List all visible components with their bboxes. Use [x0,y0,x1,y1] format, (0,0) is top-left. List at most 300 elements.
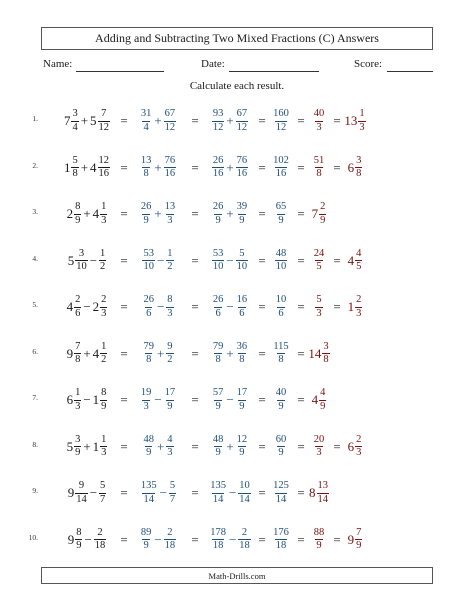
score-label: Score: [354,58,383,70]
mixed-number-answer [279,473,359,513]
numerator: 2 [75,294,81,305]
operator: + [226,345,234,361]
equals-sign: = [258,159,266,175]
fraction [74,295,81,319]
operator: − [89,485,98,500]
problem-row [0,334,474,374]
equals-sign: = [191,299,199,314]
numerator: 178 [210,526,226,538]
numerator: 17 [236,387,248,398]
numerator: 76 [164,154,176,166]
numerator: 40 [275,387,287,398]
denominator: 8 [75,354,81,365]
numerator: 26 [140,201,152,212]
denominator: 9 [101,400,107,412]
numerator: 48 [275,247,287,259]
fraction [140,388,153,412]
equals-sign: = [258,392,266,407]
problem-row [0,380,474,420]
numerator: 2 [101,294,107,305]
fraction [355,435,362,459]
operator: + [154,206,162,221]
denominator: 14 [143,493,154,505]
fraction [142,295,155,319]
numerator: 5 [169,480,176,491]
equals-sign: = [333,299,341,314]
operator: − [156,299,165,314]
whole-number: 13 [344,113,358,128]
whole-number: 2 [66,206,74,221]
operator: + [156,345,165,361]
equals-sign: = [191,206,199,221]
numerator: 39 [236,201,248,212]
equals-sign: = [120,485,128,500]
fraction [355,295,362,319]
equals-sign: = [258,252,266,268]
numerator: 10 [275,294,287,305]
equals-sign: = [191,531,199,547]
denominator: 14 [212,493,224,505]
operator: − [84,531,92,547]
denominator: 9 [239,447,245,458]
whole-number: 8 [309,485,316,500]
operator: − [228,485,237,500]
denominator: 18 [275,540,287,551]
operator: + [154,159,162,175]
denominator: 6 [239,307,245,319]
operator: + [226,438,234,454]
denominator: 9 [167,400,173,412]
denominator: 14 [239,493,250,505]
numerator: 9 [167,340,173,352]
fraction [319,202,326,226]
denominator: 16 [164,168,176,179]
numerator: 76 [236,154,248,166]
fraction [74,202,81,226]
denominator: 16 [236,168,248,179]
numerator: 8 [167,294,173,305]
denominator: 10 [212,261,224,272]
problem-row [0,101,474,141]
equals-sign: = [333,531,341,547]
equals-sign: = [333,438,341,454]
numerator: 53 [212,247,224,259]
denominator: 9 [320,214,326,226]
numerator: 3 [323,340,329,352]
numerator: 8 [101,387,107,398]
equals-sign: = [297,299,305,314]
mixed-number-answer [279,380,359,420]
denominator: 6 [278,307,284,319]
operator: − [226,252,234,268]
whole-number: 6 [347,159,355,175]
numerator: 13 [164,201,176,212]
operator: + [154,113,162,128]
operator: − [154,531,162,547]
numerator: 51 [313,154,325,166]
numerator: 48 [212,433,224,445]
denominator: 12 [212,121,224,133]
whole-number: 14 [308,345,322,361]
numerator: 53 [143,247,154,259]
denominator: 9 [316,540,322,551]
equals-sign: = [120,392,128,407]
denominator: 8 [316,168,322,179]
whole-number: 9 [67,485,75,500]
operator: − [159,485,167,500]
numerator: 2 [241,526,248,538]
numerator: 7 [101,108,107,119]
numerator: 8 [76,526,82,538]
denominator: 8 [215,354,221,365]
equals-sign: = [297,531,305,547]
problem-row [0,473,474,513]
denominator: 10 [275,261,287,272]
equals-sign: = [297,252,305,268]
fraction [355,528,362,552]
problem-row [0,194,474,234]
denominator: 9 [75,214,81,226]
mixed-number-answer [315,241,395,281]
whole-number: 4 [66,299,74,314]
mixed-number-answer [315,427,395,467]
mixed-number-answer [279,334,359,374]
numerator: 65 [275,201,287,212]
numerator: 5 [316,294,322,305]
header-fields [0,58,474,74]
equals-sign: = [191,438,199,454]
problem-number: 9. [32,486,38,495]
operator: + [80,113,89,128]
equals-sign: = [120,438,128,454]
operator: − [226,392,234,407]
denominator: 18 [212,540,224,551]
fraction [140,156,153,180]
name-label: Name: [43,58,73,70]
whole-number: 1 [92,438,100,454]
denominator: 14 [275,493,287,505]
numerator: 12 [236,433,248,445]
numerator: 135 [140,480,157,491]
numerator: 1 [101,340,107,352]
whole-number: 4 [92,206,100,221]
equals-sign: = [191,252,199,268]
problem-number: 8. [32,439,38,449]
whole-number: 7 [63,113,71,128]
numerator: 5 [72,154,78,166]
problem-number: 4. [32,253,38,263]
fraction [71,109,78,133]
numerator: 36 [236,340,248,352]
whole-number: 4 [311,392,319,407]
problem-number: 2. [32,160,38,170]
problem-row [0,241,474,281]
operator: + [83,206,91,221]
numerator: 8 [75,201,81,212]
operator: + [226,206,234,221]
numerator: 13 [317,480,328,491]
numerator: 7 [75,340,81,352]
equals-sign: = [191,485,199,500]
denominator: 3 [101,447,107,458]
denominator: 9 [76,540,82,551]
equals-sign: = [258,113,266,128]
numerator: 16 [236,294,248,305]
operator: − [89,252,98,268]
equals-sign: = [120,206,128,221]
operator: − [226,299,234,314]
denominator: 8 [323,354,329,365]
numerator: 2 [356,433,362,445]
numerator: 24 [313,247,325,259]
denominator: 2 [167,354,173,365]
numerator: 2 [320,201,326,212]
fraction [140,202,153,226]
numerator: 60 [275,433,287,445]
numerator: 1 [101,201,107,212]
problem-number: 7. [32,393,38,402]
fraction [74,388,81,412]
numerator: 10 [239,480,250,491]
denominator: 12 [164,121,176,133]
equals-sign: = [333,159,341,175]
whole-number: 1 [92,392,100,407]
whole-number: 5 [66,438,74,454]
equals-sign: = [258,438,266,454]
instruction-text: Calculate each result. [189,80,285,92]
numerator: 1 [359,108,365,119]
denominator: 3 [316,307,322,319]
denominator: 8 [239,354,245,365]
denominator: 9 [278,214,284,226]
denominator: 6 [75,307,81,319]
operator: − [83,392,91,407]
denominator: 16 [275,168,287,179]
operator: − [83,299,91,314]
whole-number: 5 [67,252,75,268]
equals-sign: = [258,206,266,221]
denominator: 14 [76,493,87,505]
numerator: 102 [273,154,289,166]
denominator: 9 [146,447,152,458]
denominator: 12 [98,121,110,133]
denominator: 5 [316,261,322,272]
numerator: 3 [78,247,85,259]
numerator: 5 [100,480,106,491]
denominator: 8 [146,354,152,365]
numerator: 12 [98,154,110,166]
denominator: 9 [239,214,245,226]
operator: − [156,252,165,268]
problem-row [0,287,474,327]
numerator: 3 [72,108,78,119]
numerator: 2 [97,526,103,538]
fraction [355,156,362,180]
denominator: 9 [239,400,245,412]
equals-sign: = [297,392,305,407]
denominator: 9 [215,447,221,458]
numerator: 1 [101,433,107,445]
equals-sign: = [191,159,199,175]
denominator: 5 [356,261,362,272]
numerator: 13 [140,154,152,166]
denominator: 8 [356,168,362,179]
denominator: 9 [215,400,221,412]
fraction [71,156,78,180]
denominator: 18 [94,540,106,551]
equals-sign: = [191,113,199,128]
denominator: 2 [167,261,173,272]
whole-number: 4 [92,345,100,361]
denominator: 3 [356,447,362,458]
fraction [142,435,155,459]
numerator: 67 [164,108,176,119]
fraction [74,342,81,366]
denominator: 10 [76,261,87,272]
numerator: 93 [212,108,224,119]
whole-number: 4 [90,159,97,175]
denominator: 6 [146,307,152,319]
numerator: 17 [164,387,176,398]
fraction [142,249,155,273]
problem-row [0,148,474,188]
numerator: 3 [356,154,362,166]
numerator: 31 [140,108,152,119]
numerator: 88 [313,526,325,538]
numerator: 48 [143,433,154,445]
equals-sign: = [258,345,266,361]
numerator: 4 [320,387,326,398]
score-field-line[interactable] [387,71,433,72]
numerator: 1 [167,247,173,259]
numerator: 79 [212,340,224,352]
numerator: 5 [239,247,245,259]
whole-number: 2 [92,299,100,314]
mixed-number-answer [315,148,395,188]
numerator: 26 [143,294,154,305]
denominator: 2 [101,354,107,365]
whole-number: 4 [347,252,355,268]
denominator: 12 [236,121,248,133]
denominator: 3 [167,307,173,319]
whole-number: 6 [347,438,355,454]
whole-number: 1 [63,159,71,175]
equals-sign: = [120,113,128,128]
mixed-number-answer [315,520,395,560]
numerator: 115 [273,340,289,352]
problem-row [0,520,474,560]
equals-sign: = [297,159,305,175]
denominator: 18 [164,540,176,551]
equals-sign: = [120,159,128,175]
footer-credit: Math-Drills.com [41,567,433,584]
problem-number: 6. [32,346,38,356]
numerator: 135 [210,480,226,491]
denominator: 9 [143,540,149,551]
numerator: 2 [356,294,362,305]
whole-number: 1 [347,299,355,314]
denominator: 2 [100,261,106,272]
denominator: 4 [72,121,78,133]
name-field-line[interactable] [76,71,164,72]
denominator: 3 [356,307,362,319]
denominator: 7 [100,493,106,505]
equals-sign: = [120,531,128,547]
operator: + [226,113,234,128]
fraction [75,528,82,552]
problem-number: 3. [32,207,38,216]
operator: + [226,159,234,175]
operator: + [80,159,89,175]
equals-sign: = [297,345,305,361]
equals-sign: = [191,345,199,361]
denominator: 9 [278,447,284,458]
numerator: 1 [100,247,106,259]
problem-number: 10. [28,532,38,542]
date-field-line[interactable] [229,71,319,72]
denominator: 16 [98,168,110,179]
fraction [142,342,155,366]
operator: − [228,531,237,547]
numerator: 26 [212,201,224,212]
numerator: 9 [78,480,85,491]
denominator: 18 [239,540,250,551]
whole-number: 7 [311,206,319,221]
denominator: 12 [275,121,287,133]
operator: + [156,438,165,454]
equals-sign: = [297,438,305,454]
numerator: 26 [212,154,224,166]
whole-number: 9 [347,531,355,547]
mixed-number-answer [279,194,359,234]
equals-sign: = [120,345,128,361]
whole-number: 5 [90,113,97,128]
numerator: 160 [273,108,289,119]
numerator: 4 [167,433,173,445]
denominator: 3 [101,214,107,226]
numerator: 79 [143,340,154,352]
numerator: 26 [212,294,224,305]
denominator: 8 [143,168,149,179]
denominator: 3 [316,447,322,458]
equals-sign: = [297,113,305,128]
denominator: 14 [317,493,328,505]
operator: + [83,438,91,454]
date-label: Date: [201,58,225,70]
numerator: 125 [273,480,289,491]
denominator: 16 [212,168,224,179]
fraction [140,528,153,552]
numerator: 3 [75,433,81,445]
numerator: 57 [212,387,224,398]
denominator: 3 [359,121,365,133]
whole-number: 9 [67,531,75,547]
denominator: 10 [143,261,154,272]
denominator: 9 [143,214,149,226]
denominator: 9 [75,447,81,458]
problem-row [0,427,474,467]
denominator: 4 [143,121,149,133]
equals-sign: = [333,252,341,268]
fraction [317,481,330,505]
fraction [319,388,326,412]
whole-number: 9 [66,345,74,361]
worksheet-title: Adding and Subtracting Two Mixed Fractions (C) Answers [41,27,433,50]
numerator: 4 [356,247,362,259]
equals-sign: = [258,531,266,547]
fraction [140,109,153,133]
numerator: 2 [167,526,173,538]
